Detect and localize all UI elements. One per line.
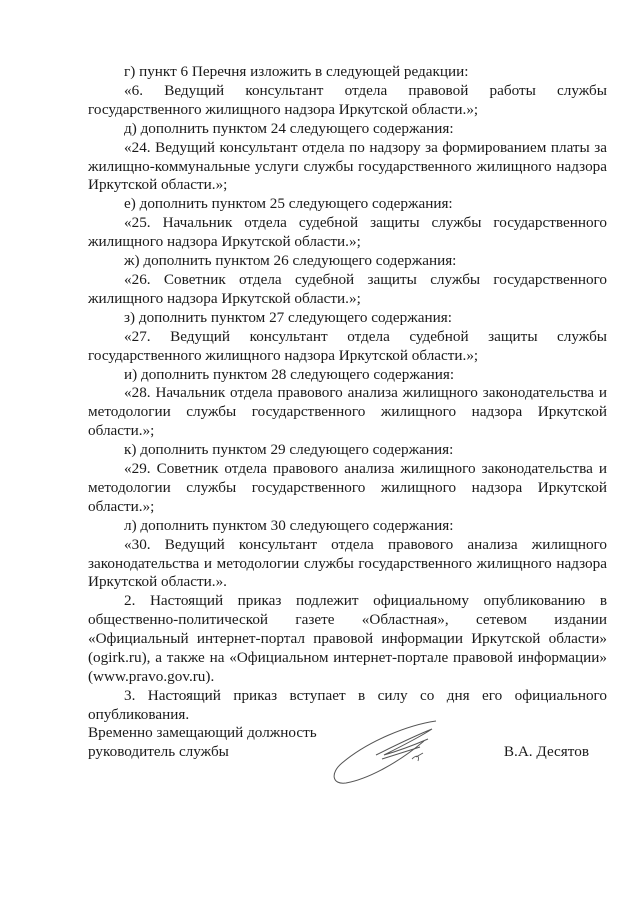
signatory-position-line: Временно замещающий должность xyxy=(88,724,317,741)
paragraph: «26. Советник отдела судебной защиты службы государственного жилищного надзора Иркутской области.»; xyxy=(88,270,607,307)
handwritten-signature xyxy=(328,711,458,791)
paragraph: «29. Советник отдела правового анализа жилищного законодательства и методологии службы государственного жилищного надзора Иркутской области.»; xyxy=(88,460,607,515)
paragraph: з) дополнить пунктом 27 следующего содержания: xyxy=(124,308,452,326)
paragraph: «28. Начальник отдела правового анализа жилищного законодательства и методологии службы государственного жилищного надзора Иркутской области.»; xyxy=(88,384,607,440)
paragraph: д) дополнить пунктом 24 следующего содержания: xyxy=(124,119,454,137)
paragraph: «24. Ведущий консультант отдела по надзору за формированием платы за жилищно-коммунальные услуги службы государственного жилищного надзора Иркутской области.»; xyxy=(88,138,607,194)
paragraph: и) дополнить пунктом 28 следующего содержания: xyxy=(124,365,455,383)
paragraph: 2. Настоящий приказ подлежит официальному опубликованию в общественно-политической газете «Областная», сетевом издании «Официальный интернет-портал правовой информации Иркутской области» (ogirk.ru), а также на «Официальном интернет-портале правовой информации» (www.pravo.gov.ru). xyxy=(88,592,607,685)
signatory-name: В.А. Десятов xyxy=(503,743,589,760)
paragraph: ж) дополнить пунктом 26 следующего содержания: xyxy=(124,252,457,270)
signatory-position xyxy=(88,723,317,761)
paragraph: г) пункт 6 Перечня изложить в следующей редакции: xyxy=(124,63,469,80)
paragraph: «27. Ведущий консультант отдела судебной защиты службы государственного жилищного надзора Иркутской области.»; xyxy=(88,327,607,364)
paragraph: к) дополнить пунктом 29 следующего содержания: xyxy=(124,441,454,459)
document-body xyxy=(88,63,607,725)
signature-block xyxy=(88,723,607,803)
paragraph: «6. Ведущий консультант отдела правовой работы службы государственного жилищного надзора Иркутской области.»; xyxy=(88,81,607,118)
signatory-position-line: руководитель службы xyxy=(88,743,229,760)
paragraph: «30. Ведущий консультант отдела правового анализа жилищного законодательства и методологии службы государственного жилищного надзора Иркутской области.». xyxy=(88,535,607,591)
paragraph: л) дополнить пунктом 30 следующего содержания: xyxy=(124,516,454,534)
paragraph: 3. Настоящий приказ вступает в силу со дня его официального опубликования. xyxy=(88,686,607,723)
paragraph: е) дополнить пунктом 25 следующего содержания: xyxy=(124,195,453,213)
paragraph: «25. Начальник отдела судебной защиты службы государственного жилищного надзора Иркутской области.»; xyxy=(88,214,607,251)
